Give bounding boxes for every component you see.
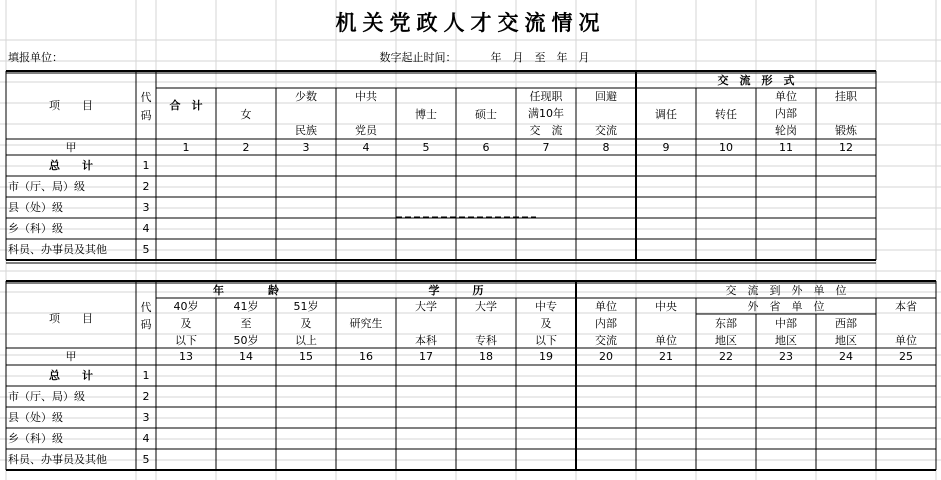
t2-col-number: 20	[599, 349, 613, 363]
t1-heji: 合 计	[169, 98, 203, 112]
table2-row-label: 市（厅、局）级	[8, 390, 85, 403]
t2-waidanwei: 交 流 到 外 单 位	[725, 283, 847, 297]
period-label: 数字起止时间：	[379, 50, 457, 64]
t2-zhongyang-1: 中央	[655, 299, 677, 313]
t2-bensheng-1: 本省	[895, 299, 917, 313]
t1-shuoshi: 硕士	[475, 107, 497, 121]
t2-zhongzhuan-3: 以下	[535, 333, 557, 347]
t2-zhongzhuan-2: 及	[540, 316, 552, 330]
t1-guazhi-2: 锻炼	[835, 123, 857, 137]
table1-row-code: 3	[142, 201, 150, 214]
table1-row-label: 乡（科）级	[8, 222, 63, 235]
t2-zhongyang-2: 单位	[655, 333, 677, 347]
t2-daxue2-2: 专科	[475, 333, 497, 347]
t1-renxian-1: 任现职	[529, 89, 563, 103]
t1-col-number: 5	[422, 140, 430, 154]
t2-age51-1: 51岁	[293, 299, 319, 313]
t2-dongbu-1: 东部	[715, 316, 737, 330]
t2-zhongbu-1: 中部	[775, 316, 797, 330]
t1-col-number: 6	[482, 140, 490, 154]
t1-col-number: 12	[839, 140, 853, 154]
t1-jia: 甲	[65, 140, 77, 154]
t2-dwnb-1: 单位	[595, 299, 617, 313]
t2-daxue2-1: 大学	[475, 299, 497, 313]
t2-yanjiusheng: 研究生	[349, 316, 383, 330]
t2-col-number: 17	[419, 349, 433, 363]
t2-col-number: 14	[239, 349, 253, 363]
t1-danwei-3: 轮岗	[775, 123, 797, 137]
table1-row-label: 县（处）级	[8, 201, 63, 214]
t2-zhongzhuan-1: 中专	[535, 299, 557, 313]
t1-col-number: 4	[362, 140, 370, 154]
t1-col-number: 2	[242, 140, 250, 154]
table1-row-code: 2	[142, 180, 150, 193]
t1-huibi-1: 回避	[595, 89, 617, 103]
t1-zhonggong-1: 中共	[355, 89, 377, 103]
t2-age41-3: 50岁	[233, 333, 259, 347]
t2-age41-2: 至	[240, 316, 252, 330]
t1-col-number: 8	[602, 140, 610, 154]
t2-col-number: 15	[299, 349, 313, 363]
t1-nv: 女	[240, 107, 252, 121]
table1-row-code: 4	[142, 222, 150, 235]
table2-row-code: 4	[142, 432, 150, 445]
t1-diaoren: 调任	[655, 107, 677, 121]
t2-waisheng: 外 省 单 位	[747, 299, 825, 313]
t1-zhuanren: 转任	[715, 107, 737, 121]
t2-col-number: 23	[779, 349, 793, 363]
t2-xueli: 学 历	[428, 283, 484, 297]
t2-daxue1-1: 大学	[415, 299, 437, 313]
t2-xibu-1: 西部	[835, 316, 857, 330]
t2-xibu-2: 地区	[835, 333, 857, 347]
period-value: 年 月 至 年 月	[490, 50, 590, 64]
t2-dongbu-2: 地区	[715, 333, 737, 347]
t2-col-number: 21	[659, 349, 673, 363]
t2-col-number: 16	[359, 349, 373, 363]
t2-col-number: 25	[899, 349, 913, 363]
t1-renxian-2: 满10年	[528, 106, 564, 120]
t2-dwnb-3: 交流	[595, 333, 617, 347]
t2-daima-2: 码	[140, 317, 152, 331]
table1-row-label: 科员、办事员及其他	[8, 243, 107, 256]
t2-jia: 甲	[65, 349, 77, 363]
t1-col-number: 7	[542, 140, 550, 154]
t1-danwei-1: 单位	[775, 89, 797, 103]
t1-renxian-3: 交 流	[529, 123, 563, 137]
table2-row-label: 总 计	[49, 369, 93, 382]
t1-boshi: 博士	[415, 107, 437, 121]
table2-row-code: 3	[142, 411, 150, 424]
t1-zhonggong-2: 党员	[355, 123, 377, 137]
t2-xiangmu: 项 目	[49, 311, 93, 325]
t1-col-number: 9	[662, 140, 670, 154]
table1-row-label: 市（厅、局）级	[8, 180, 85, 193]
table2-row-code: 2	[142, 390, 150, 403]
t2-daxue1-2: 本科	[415, 333, 437, 347]
t1-shaoshu-2: 民族	[295, 123, 317, 137]
t2-nianling: 年 龄	[213, 283, 279, 297]
page-title: 机关党政人才交流情况	[335, 10, 606, 35]
table2-row-label: 县（处）级	[8, 411, 63, 424]
t1-col-number: 11	[779, 140, 793, 154]
t2-age40-3: 以下	[175, 333, 197, 347]
t1-guazhi-1: 挂职	[835, 89, 857, 103]
table2-row-label: 乡（科）级	[8, 432, 63, 445]
t2-age51-3: 以上	[295, 333, 317, 347]
t2-age40-1: 40岁	[173, 299, 199, 313]
t1-shaoshu-1: 少数	[295, 89, 317, 103]
t1-col-number: 1	[182, 140, 190, 154]
t1-col-number: 10	[719, 140, 733, 154]
t2-col-number: 24	[839, 349, 853, 363]
t2-daima-1: 代	[140, 300, 152, 314]
table1-row-code: 1	[142, 159, 150, 172]
table2-row-code: 1	[142, 369, 150, 382]
t2-age51-2: 及	[300, 316, 312, 330]
t2-age41-1: 41岁	[233, 299, 259, 313]
t2-col-number: 13	[179, 349, 193, 363]
t2-dwnb-2: 内部	[595, 316, 617, 330]
t1-xiangmu: 项 目	[49, 98, 93, 112]
t2-col-number: 18	[479, 349, 493, 363]
t2-zhongbu-2: 地区	[775, 333, 797, 347]
table2-row-code: 5	[142, 453, 150, 466]
t2-col-number: 19	[539, 349, 553, 363]
t1-daima-1: 代	[140, 90, 152, 104]
t2-bensheng-2: 单位	[895, 333, 917, 347]
t1-col-number: 3	[302, 140, 310, 154]
table1-row-label: 总 计	[49, 159, 93, 172]
t2-age40-2: 及	[180, 316, 192, 330]
t2-col-number: 22	[719, 349, 733, 363]
table1-row-code: 5	[142, 243, 150, 256]
t1-group-header: 交 流 形 式	[717, 73, 795, 87]
t1-danwei-2: 内部	[775, 106, 797, 120]
table2-row-label: 科员、办事员及其他	[8, 453, 107, 466]
unit-label: 填报单位：	[8, 50, 63, 64]
t1-huibi-2: 交流	[595, 123, 617, 137]
t1-daima-2: 码	[140, 108, 152, 122]
